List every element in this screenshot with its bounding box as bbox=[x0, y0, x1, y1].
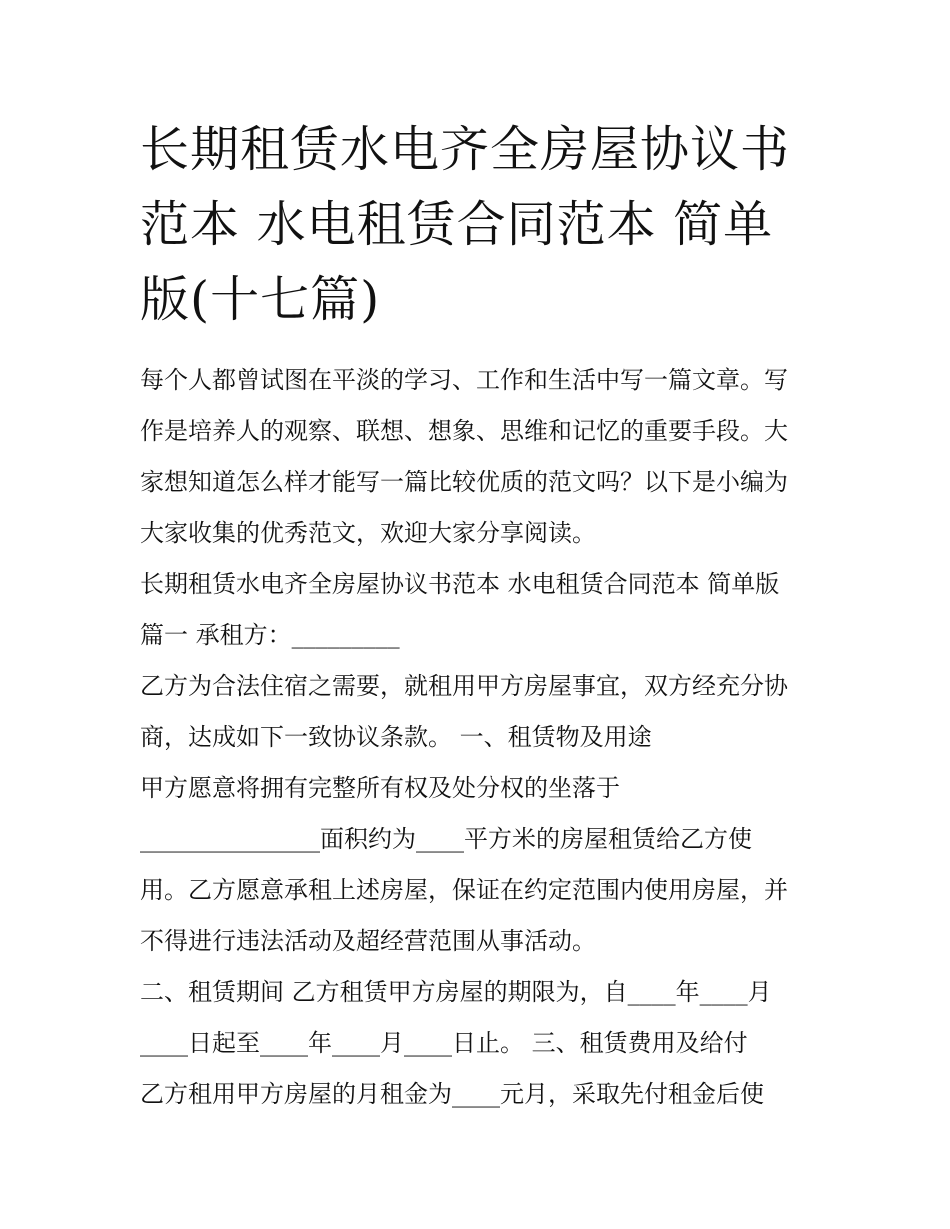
body-line: 家想知道怎么样才能写一篇比较优质的范文吗？以下是小编为 bbox=[140, 468, 788, 496]
title-line: 版(十七篇) bbox=[140, 271, 381, 328]
body-line: 甲方愿意将拥有完整所有权及处分权的坐落于 bbox=[140, 774, 620, 802]
body-line: 作是培养人的观察、联想、想象、思维和记忆的重要手段。大 bbox=[140, 417, 788, 445]
body-line: 二、租赁期间 乙方租赁甲方房屋的期限为，自____年____月 bbox=[140, 978, 772, 1006]
body-line: 大家收集的优秀范文，欢迎大家分享阅读。 bbox=[140, 519, 596, 547]
document-body bbox=[140, 355, 830, 1120]
body-line: 用。乙方愿意承租上述房屋，保证在约定范围内使用房屋，并 bbox=[140, 876, 788, 904]
body-line: ____日起至____年____月____日止。 三、租赁费用及给付 bbox=[140, 1029, 748, 1057]
body-line: 乙方租用甲方房屋的月租金为____元月，采取先付租金后使 bbox=[140, 1080, 764, 1108]
body-line: 商，达成如下一致协议条款。 一、租赁物及用途 bbox=[140, 723, 652, 751]
body-line: 篇一 承租方：_________ bbox=[140, 621, 400, 649]
body-line: 长期租赁水电齐全房屋协议书范本 水电租赁合同范本 简单版 bbox=[140, 570, 780, 598]
title-line: 长期租赁水电齐全房屋协议书 bbox=[140, 121, 791, 178]
body-line: 乙方为合法住宿之需要，就租用甲方房屋事宜，双方经充分协 bbox=[140, 672, 788, 700]
title-line: 范本 水电租赁合同范本 简单 bbox=[140, 196, 774, 253]
document-title bbox=[140, 112, 830, 337]
body-line: 不得进行违法活动及超经营范围从事活动。 bbox=[140, 927, 596, 955]
body-line: 每个人都曾试图在平淡的学习、工作和生活中写一篇文章。写 bbox=[140, 366, 788, 394]
body-line: _______________面积约为____平方米的房屋租赁给乙方使 bbox=[140, 825, 752, 853]
